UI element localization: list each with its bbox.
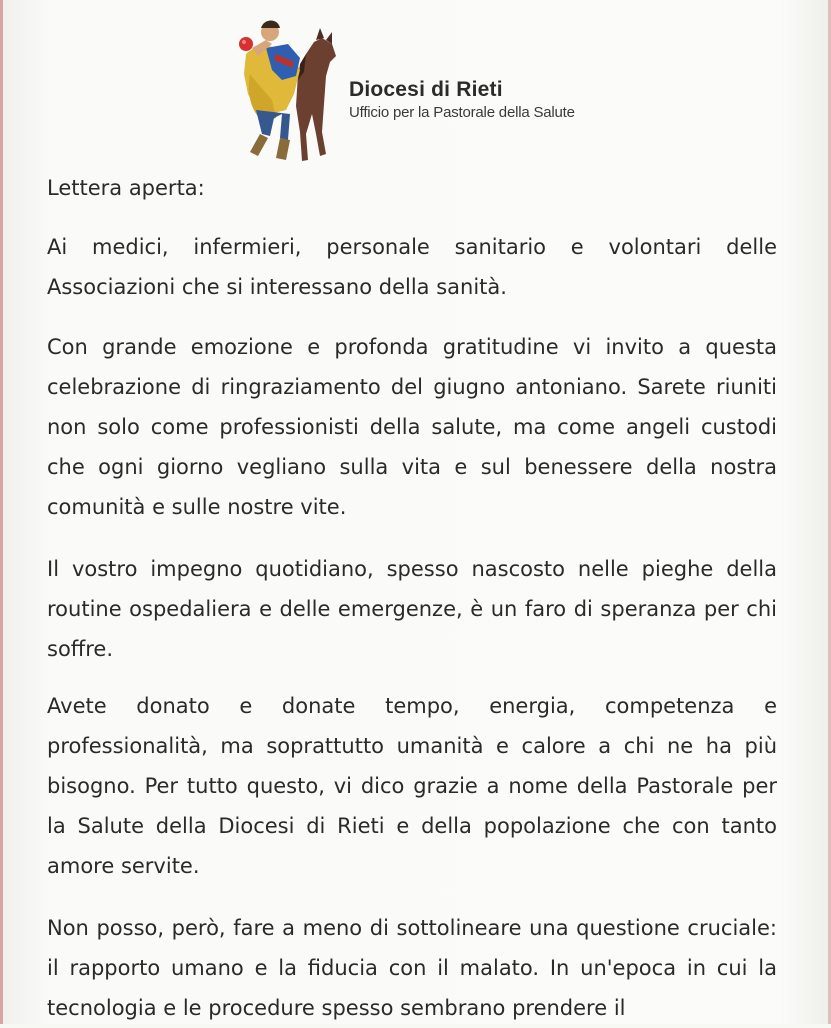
letter-paragraph-1: Ai medici, infermieri, personale sanitario e volontari delle Associazioni che si interessano della sanità. <box>47 235 777 299</box>
letter-salutation: Lettera aperta: <box>47 176 205 200</box>
letter-paragraph-5: Non posso, però, fare a meno di sottolineare una questione cruciale: il rapporto umano e la fiducia con il malato. In un'epoca in cui la tecnologia e le procedure spesso sembrano prendere il <box>47 916 777 1020</box>
saint-with-horse-logo-icon <box>236 14 346 166</box>
organization-subtitle: Ufficio per la Pastorale della Salute <box>349 104 575 121</box>
page-edge-left <box>0 0 3 1024</box>
letter-paragraph-3: Il vostro impegno quotidiano, spesso nascosto nelle pieghe della routine ospedaliera e delle emergenze, è un faro di speranza per chi soffre. <box>47 557 777 661</box>
organization-title: Diocesi di Rieti <box>349 78 503 101</box>
letter-paragraph-2: Con grande emozione e profonda gratitudine vi invito a questa celebrazione di ringraziamento del giugno antoniano. Sarete riuniti non solo come professionisti della salute, ma come angeli custodi che ogni giorno vegliano sulla vita e sul benessere della nostra comunità e sulle nostre vite. <box>47 335 777 519</box>
letter-paragraph-4: Avete donato e donate tempo, energia, competenza e professionalità, ma soprattutto umanità e calore a chi ne ha più bisogno. Per tutto questo, vi dico grazie a nome della Pastorale per la Salute della Diocesi di Rieti e della popolazione che con tanto amore servite. <box>47 694 777 878</box>
